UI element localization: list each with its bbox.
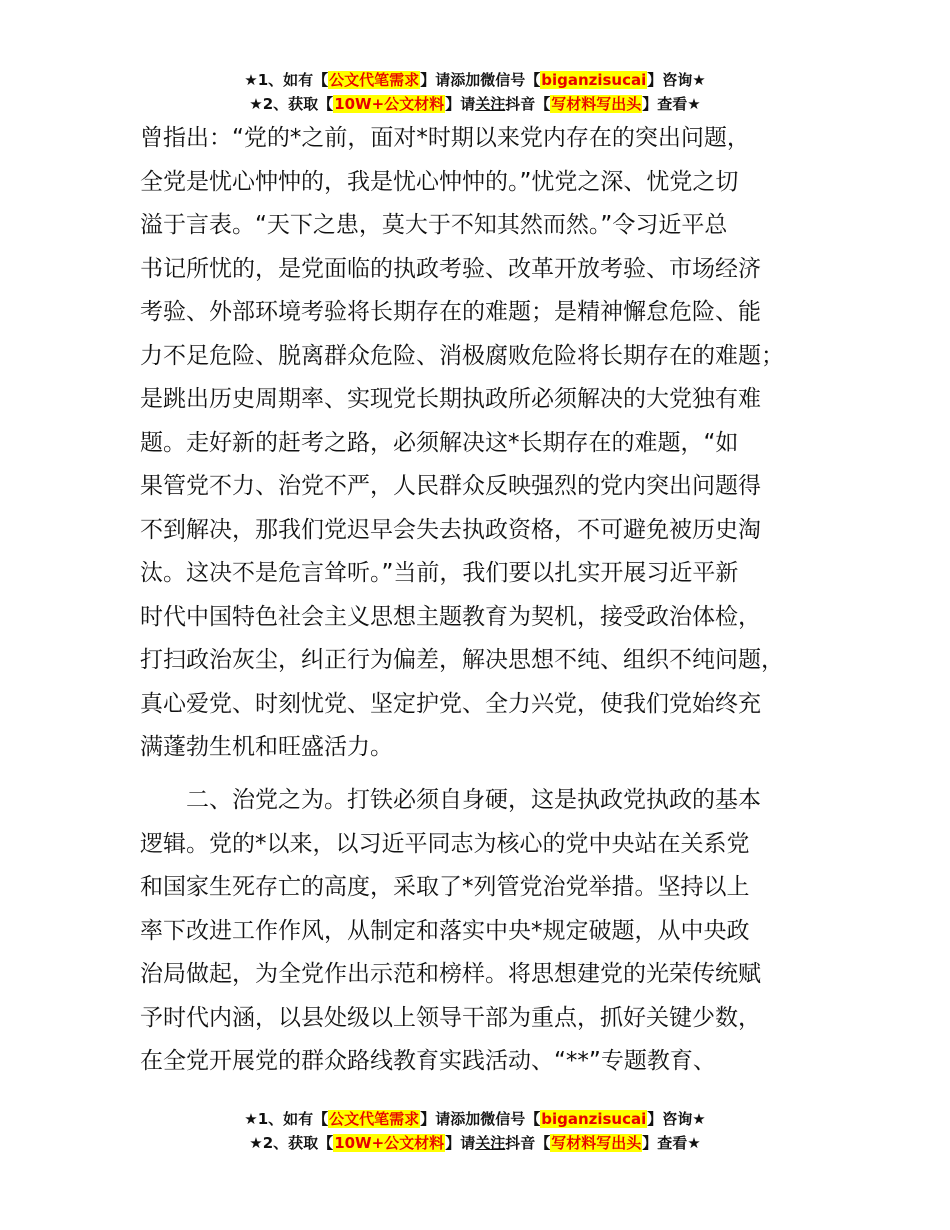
body-line: 和国家生死存亡的高度，采取了*列管党治党举措。坚持以上 (140, 874, 750, 900)
notice-line-1 (0, 68, 950, 92)
body-line: 书记所忧的，是党面临的执政考验、改革开放考验、市场经济 (140, 256, 761, 282)
body-line: 力不足危险、脱离群众危险、消极腐败危险将长期存在的难题； (140, 343, 784, 369)
notice-1-mid: 】请添加微信号【 (420, 1110, 541, 1128)
notice-1-mid: 】请添加微信号【 (420, 71, 541, 89)
body-line: 不到解决，那我们党迟早会失去执政资格，不可避免被历史淘 (140, 517, 761, 543)
body-line: 溢于言表。“天下之患，莫大于不知其然而然。”令习近平总 (140, 212, 728, 238)
notice-1-suffix: 】咨询★ (647, 1110, 706, 1128)
notice-2-prefix: ★2、获取【 (249, 1134, 334, 1152)
footer-notice (0, 1107, 950, 1155)
wechat-id-highlight: biganzisucai (541, 71, 647, 89)
body-line: 打扫政治灰尘，纠正行为偏差，解决思想不纯、组织不纯问题， (140, 647, 784, 673)
wechat-id-highlight: biganzisucai (541, 1110, 647, 1128)
body-line: 题。走好新的赶考之路，必须解决这*长期存在的难题，“如 (140, 430, 739, 456)
notice-line-1 (0, 1107, 950, 1131)
notice-line-2 (0, 92, 950, 116)
notice-2-mid1: 】请 (445, 95, 476, 113)
body-line: 汰。这决不是危言耸听。”当前，我们要以扎实开展习近平新 (140, 560, 739, 586)
materials-highlight: 10W+公文材料 (334, 95, 445, 113)
body-line: 真心爱党、时刻忧党、坚定护党、全力兴党，使我们党始终充 (140, 691, 761, 717)
body-line: 全党是忧心忡忡的，我是忧心忡忡的。”忧党之深、忧党之切 (140, 169, 739, 195)
body-line: 考验、外部环境考验将长期存在的难题；是精神懈怠危险、能 (140, 299, 761, 325)
douyin-account-highlight: 写材料写出头 (551, 95, 642, 113)
materials-highlight: 10W+公文材料 (334, 1134, 445, 1152)
body-line: 逻辑。党的*以来，以习近平同志为核心的党中央站在关系党 (140, 831, 750, 857)
follow-underlined: 关注 (475, 95, 506, 113)
notice-1-prefix: ★1、如有【 (244, 1110, 329, 1128)
notice-2-prefix: ★2、获取【 (249, 95, 334, 113)
notice-2-suffix: 】查看★ (642, 1134, 701, 1152)
body-line: 予时代内涵，以县处级以上领导干部为重点，抓好关键少数， (140, 1005, 761, 1031)
notice-2-mid2: 抖音【 (505, 1134, 551, 1152)
body-line: 率下改进工作作风，从制定和落实中央*规定破题，从中央政 (140, 918, 750, 944)
body-line: 果管党不力、治党不严，人民群众反映强烈的党内突出问题得 (140, 473, 761, 499)
notice-2-mid2: 抖音【 (505, 95, 551, 113)
section-heading-line: 二、治党之为。打铁必须自身硬，这是执政党执政的基本 (140, 787, 761, 813)
notice-line-2 (0, 1131, 950, 1155)
notice-2-suffix: 】查看★ (642, 95, 701, 113)
notice-1-prefix: ★1、如有【 (244, 71, 329, 89)
ghostwriting-highlight: 公文代笔需求 (329, 71, 420, 89)
body-line: 曾指出：“党的*之前，面对*时期以来党内存在的突出问题， (140, 125, 750, 151)
header-notice (0, 68, 950, 116)
follow-underlined: 关注 (475, 1134, 506, 1152)
body-line: 治局做起，为全党作出示范和榜样。将思想建党的光荣传统赋 (140, 961, 761, 987)
notice-2-mid1: 】请 (445, 1134, 476, 1152)
body-line: 在全党开展党的群众路线教育实践活动、“**”专题教育、 (140, 1048, 716, 1074)
body-line: 满蓬勃生机和旺盛活力。 (140, 734, 393, 760)
body-line: 时代中国特色社会主义思想主题教育为契机，接受政治体检， (140, 604, 761, 630)
body-line: 是跳出历史周期率、实现党长期执政所必须解决的大党独有难 (140, 386, 761, 412)
notice-1-suffix: 】咨询★ (647, 71, 706, 89)
douyin-account-highlight: 写材料写出头 (551, 1134, 642, 1152)
ghostwriting-highlight: 公文代笔需求 (329, 1110, 420, 1128)
